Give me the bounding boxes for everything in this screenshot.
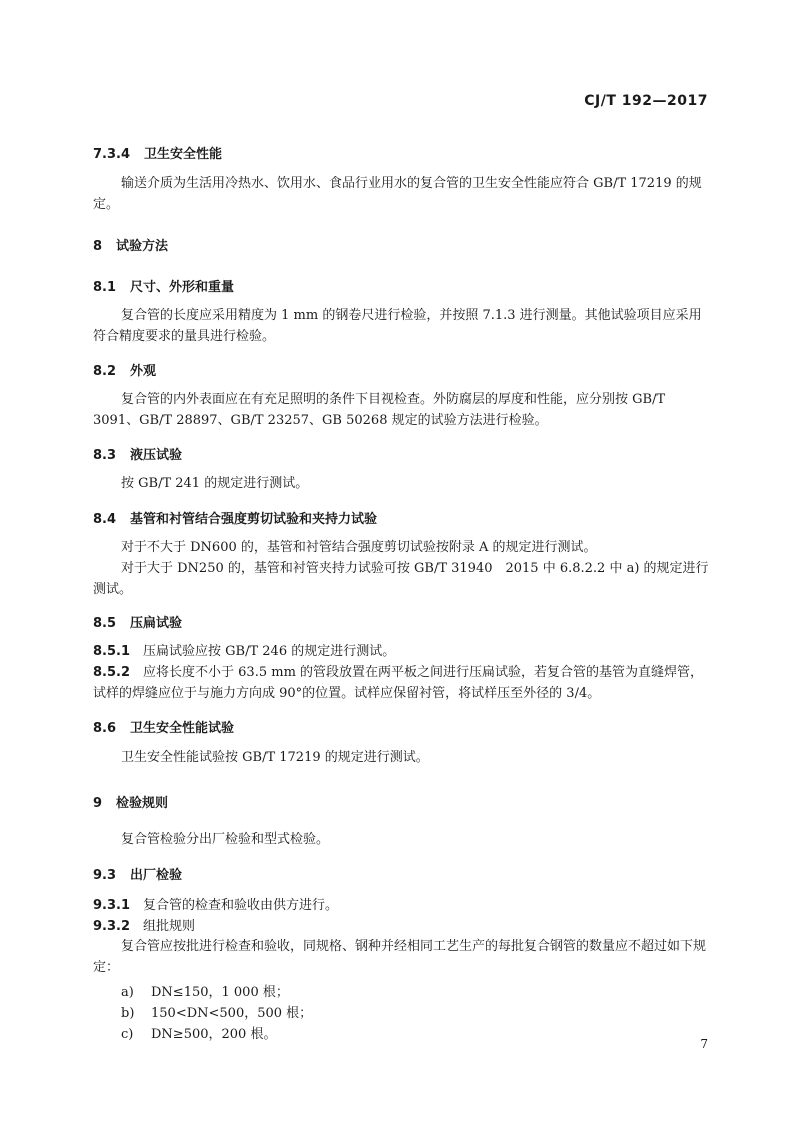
- paragraph-8-4-b: [93, 558, 713, 600]
- section-title: 外观: [130, 364, 157, 379]
- section-number: 9.3: [93, 868, 117, 883]
- list-text: DN≥500，200 根。: [151, 1027, 277, 1042]
- list-marker: b): [121, 1006, 135, 1021]
- paragraph-9-3-2: [93, 915, 195, 934]
- paragraph-8-5-2: [93, 662, 713, 704]
- list-item: [121, 981, 289, 1000]
- section-title: 压扁试验: [130, 616, 183, 631]
- subsection-number: 8.5.1: [93, 644, 131, 659]
- section-title: 检验规则: [116, 796, 169, 811]
- subsection-number: 9.3.2: [93, 919, 131, 934]
- section-title: 基管和衬管结合强度剪切试验和夹持力试验: [130, 512, 378, 527]
- heading-8: [93, 235, 168, 254]
- heading-8-3: [93, 444, 182, 463]
- paragraph-text: 输送介质为生活用冷热水、饮用水、食品行业用水的复合管的卫生安全性能应符合 GB/T 17219 的规定。: [93, 176, 702, 212]
- section-title: 尺寸、外形和重量: [130, 280, 235, 295]
- paragraph-text: 复合管的内外表面应在有充足照明的条件下目视检查。外防腐层的厚度和性能，应分别按 GB/T 3091、GB/T 28897、GB/T 23257、GB 50268 规定的试验方法进行检验。: [93, 392, 666, 428]
- section-number: 9: [93, 796, 103, 811]
- heading-8-1: [93, 276, 234, 295]
- paragraph-9-3-2-body: [93, 936, 713, 978]
- list-item: [121, 1002, 312, 1021]
- paragraph-text: 压扁试验应按 GB/T 246 的规定进行测试。: [143, 644, 396, 659]
- page-number: 7: [700, 1037, 708, 1051]
- paragraph-text: 对于不大于 DN600 的，基管和衬管结合强度剪切试验按附录 A 的规定进行测试。: [121, 540, 597, 555]
- paragraph-text: 复合管检验分出厂检验和型式检验。: [121, 832, 330, 847]
- list-text: DN≤150，1 000 根；: [151, 985, 289, 1000]
- section-number: 7.3.4: [93, 147, 131, 162]
- paragraph-8-4-a: [93, 537, 713, 558]
- paragraph-text: 按 GB/T 241 的规定进行测试。: [121, 476, 309, 491]
- heading-8-2: [93, 360, 156, 379]
- subsection-number: 8.5.2: [93, 665, 131, 680]
- section-number: 8.4: [93, 512, 117, 527]
- section-title: 卫生安全性能试验: [130, 721, 235, 736]
- paragraph-text: 卫生安全性能试验按 GB/T 17219 的规定进行测试。: [121, 750, 429, 765]
- heading-7-3-4: [93, 143, 222, 162]
- heading-8-5: [93, 612, 182, 631]
- paragraph-8-5-1: [93, 641, 713, 662]
- paragraph-9: [93, 829, 713, 850]
- paragraph-9-3-1: [93, 894, 338, 913]
- list-text: 150<DN<500，500 根；: [151, 1006, 313, 1021]
- paragraph-text: 复合管的检查和验收由供方进行。: [143, 898, 339, 913]
- section-number: 8.2: [93, 364, 117, 379]
- section-number: 8.6: [93, 721, 117, 736]
- paragraph-text: 复合管应按批进行检查和验收，同规格、钢种并经相同工艺生产的每批复合钢管的数量应不超过如下规定：: [93, 939, 707, 975]
- list-marker: a): [121, 985, 134, 1000]
- section-number: 8: [93, 239, 103, 254]
- paragraph-8-2: [93, 389, 713, 431]
- paragraph-8-1: [93, 305, 713, 347]
- standard-code: CJ/T 192—2017: [584, 93, 708, 109]
- heading-9-3: [93, 864, 182, 883]
- paragraph-text: 组批规则: [143, 919, 196, 934]
- list-item: [121, 1023, 276, 1042]
- heading-8-6: [93, 717, 234, 736]
- paragraph-text: 复合管的长度应采用精度为 1 mm 的钢卷尺进行检验，并按照 7.1.3 进行测量。其他试验项目应采用符合精度要求的量具进行检验。: [93, 308, 702, 344]
- subsection-number: 9.3.1: [93, 898, 131, 913]
- section-title: 出厂检验: [130, 868, 183, 883]
- section-number: 8.1: [93, 280, 117, 295]
- section-number: 8.5: [93, 616, 117, 631]
- paragraph-8-3: [93, 473, 713, 494]
- paragraph-8-6: [93, 747, 713, 768]
- section-number: 8.3: [93, 448, 117, 463]
- heading-8-4: [93, 508, 377, 527]
- paragraph-text: 应将长度不小于 63.5 mm 的管段放置在两平板之间进行压扁试验，若复合管的基管为直缝焊管，试样的焊缝应位于与施力方向成 90°的位置。试样应保留衬管，将试样压至外径的 3/4。: [93, 665, 704, 701]
- heading-9: [93, 792, 168, 811]
- paragraph-7-3-4: [93, 173, 713, 215]
- list-marker: c): [121, 1027, 134, 1042]
- paragraph-text: 对于大于 DN250 的，基管和衬管夹持力试验可按 GB/T 31940 2015 中 6.8.2.2 中 a) 的规定进行测试。: [93, 561, 709, 597]
- section-title: 试验方法: [116, 239, 169, 254]
- section-title: 卫生安全性能: [144, 147, 223, 162]
- section-title: 液压试验: [130, 448, 183, 463]
